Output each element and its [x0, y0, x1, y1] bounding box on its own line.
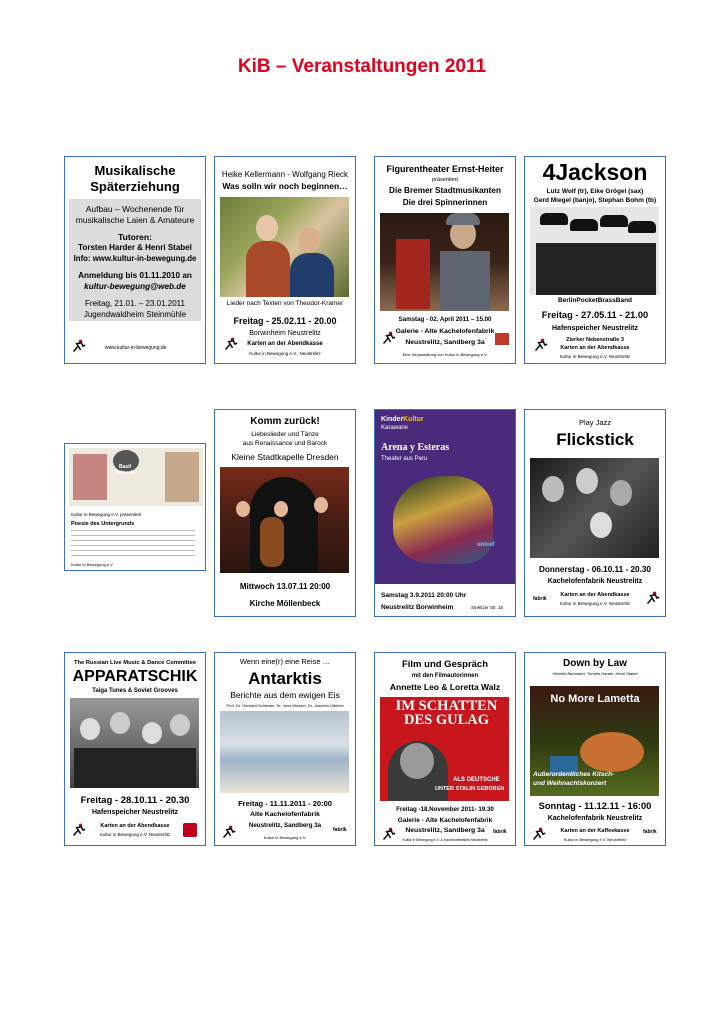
poster-intro: Kultur in Bewegung e.V. präsentiert — [71, 512, 142, 517]
unicef-logo: unicef — [477, 542, 495, 548]
poster-members-line2: Gerd Miegel (banjo), Stephan Bohm (tb) — [533, 197, 657, 204]
poster-tagline-line2: UNTER STALIN GEBOREN — [435, 786, 505, 792]
poster-sub: mit den Filmautorinnen — [411, 673, 479, 679]
poster-date: Samstag - 02. April 2011 – 15.00 — [398, 316, 492, 323]
poster-photo — [530, 458, 659, 558]
kib-logo-icon — [381, 827, 397, 841]
poster-tickets: Karten an der Abendkasse — [100, 823, 170, 829]
poster-play-line2: Die drei Spinnerinnen — [402, 198, 488, 207]
poster-address: Strelitzer Str. 15 — [471, 605, 504, 610]
poster-venue: Alte Kachelofenfabrik — [250, 811, 320, 818]
poster-tickets: Karten an der Abendkasse — [560, 345, 630, 351]
page-title: KiB – Veranstaltungen 2011 — [237, 56, 487, 77]
poster-poesie — [64, 443, 206, 571]
poster-downbylaw — [524, 652, 666, 846]
poster-date: Freitag - 11.11.2011 - 20:00 — [238, 799, 332, 808]
poster-photo — [530, 207, 659, 295]
poster-subtitle: Lieder nach Texten von Theodor-Kramer — [226, 300, 344, 307]
poster-photo — [220, 467, 349, 573]
kib-logo-icon — [533, 338, 549, 352]
poster-kellermann — [214, 156, 356, 364]
poster-org: Kultur in Bewegung e.V. Neustrelitz — [559, 354, 631, 359]
poster-address: Zierker Nebenstraße 3 — [566, 337, 624, 343]
poster-org: Eine Veranstaltung von Kultur in Bewegung e.V. — [402, 352, 488, 357]
poster-date: Freitag, 21.01. – 23.01.2011 — [85, 299, 185, 308]
poster-venue: Kirche Möllenbeck — [249, 599, 321, 608]
poster-subtitle: Taiga Tunes & Soviet Grooves — [92, 688, 178, 694]
poster-title: Film und Gespräch — [401, 659, 489, 670]
fabrik-logo: fabrik — [643, 829, 657, 835]
poster-film-title-line1: IM SCHATTEN — [395, 698, 498, 714]
poster-org: Kultur in Bewegung e.V. Neustrelitz — [563, 837, 627, 842]
poster-flickstick — [524, 409, 666, 617]
poster-concert-line1: Außerordentliches Kitsch- — [533, 771, 615, 778]
poster-venue: Galerie - Alte Kachelofenfabrik — [397, 817, 493, 824]
poster-musikalische — [64, 156, 206, 364]
poster-date: Sonntag - 11.12.11 - 16:00 — [538, 801, 652, 811]
poster-artists: Heike Kellermann - Wolfgang Rieck — [221, 170, 349, 179]
poster-subtitle-line2: aus Renaissance und Barock — [242, 440, 328, 447]
poster-presents: präsentiert — [432, 177, 458, 183]
kib-logo-icon — [645, 591, 661, 605]
poster-band: BerlinPocketBrassBand — [557, 297, 633, 304]
poster-org: Kultur in Bewegung e.V. Neustrelitz — [559, 601, 631, 606]
poster-tag: Play Jazz — [578, 418, 612, 427]
star-emblem-icon — [183, 823, 197, 837]
poster-org: Kultur in Bewegung e.V., Neustrelitz — [249, 351, 321, 356]
poster-photo — [220, 711, 349, 793]
poster-venue: Galerie - Alte Kachelofenfabrik — [395, 328, 495, 335]
poster-venue: Neustrelitz Borwinheim — [381, 604, 454, 611]
poster-gulag — [374, 652, 516, 846]
poster-title: APPARATSCHIK — [72, 668, 198, 685]
poster-date: Freitag -18.November 2011- 19.30 — [396, 806, 494, 813]
poster-badge-line2: Schwab — [115, 470, 134, 476]
poster-intro: Wenn eine(r) eine Reise … — [239, 657, 331, 666]
kib-logo-icon — [71, 823, 87, 837]
fabrik-logo: fabrik — [493, 829, 507, 835]
poster-arena — [374, 409, 516, 617]
poster-members: Henrike Bartmann, Torsten Harder, Henri Stabel — [552, 671, 638, 676]
poster-org: Kultur in Bewegung e.V. & Kachelofenfabrik Neustrelitz — [402, 838, 488, 842]
poster-committee: The Russian Live Music & Dance Committee — [73, 660, 197, 666]
poster-title: Figurentheater Ernst-Heiter — [386, 164, 504, 174]
fabrik-logo: fabrik — [533, 596, 547, 602]
kib-logo-icon — [223, 337, 239, 351]
poster-title: Antarktis — [248, 669, 322, 688]
poster-antarktis — [214, 652, 356, 846]
poster-subtitle-line1: Aufbau – Wochenende für — [85, 204, 185, 214]
poster-title: Down by Law — [563, 658, 627, 669]
poster-address: Neustrelitz, Sandberg 3a — [405, 827, 485, 834]
poster-address: Neustrelitz, Sandberg 3a — [248, 822, 322, 829]
poster-title: Poesie des Untergrunds — [71, 521, 135, 527]
poster-subtitle: No More Lametta — [550, 693, 640, 705]
poster-subtitle: Berichte aus dem ewigen Eis — [230, 690, 340, 700]
poster-subtitle: Theater aus Peru — [381, 456, 428, 462]
crown-emblem-icon — [495, 333, 509, 345]
poster-artwork — [393, 476, 493, 564]
kib-logo-icon — [531, 827, 547, 841]
poster-logo-line2: Kultur — [403, 416, 424, 423]
poster-date: Samstag 3.9.2011 20:00 Uhr — [381, 592, 467, 599]
poster-4jackson — [524, 156, 666, 364]
poster-play-line1: Die Bremer Stadtmusikanten — [389, 186, 501, 195]
poster-date: Freitag - 28.10.11 - 20.30 — [80, 795, 190, 806]
kib-logo-icon — [221, 825, 237, 839]
poster-kommzurueck — [214, 409, 356, 617]
poster-apparatschik — [64, 652, 206, 846]
poster-subtitle-line2: musikalische Laien & Amateure — [75, 215, 195, 225]
poster-title: Flickstick — [556, 430, 634, 449]
poster-title-line1: Musikalische — [94, 163, 176, 178]
poster-org: Kultur in Bewegung e.V. Neustrelitz — [99, 832, 171, 837]
poster-venue: Kachelofenfabrik Neustrelitz — [547, 578, 643, 585]
poster-figurentheater — [374, 156, 516, 364]
poster-url: www.kultur-in-bewegung.de — [105, 345, 167, 351]
poster-photo — [380, 213, 509, 311]
kib-logo-icon — [381, 331, 397, 345]
poster-date: Freitag - 25.02.11 - 20.00 — [233, 316, 337, 326]
poster-artwork — [69, 448, 203, 506]
poster-registration-line1: Anmeldung bis 01.11.2010 an — [78, 271, 192, 280]
poster-speakers: Prof. Dr. Gerhard Schlesier, Dr. Jens Wickert, Dr. Joachim Ulbricht — [226, 703, 344, 708]
poster-photo — [70, 698, 199, 788]
poster-title-line2: Späterziehung — [90, 179, 180, 194]
poster-title: 4Jackson — [542, 159, 648, 185]
poster-venue: Hafenspeicher Neustrelitz — [92, 809, 178, 816]
poster-org: Kultur in Bewegung e.V. — [263, 835, 307, 840]
poster-date: Donnerstag - 06.10.11 - 20.30 — [539, 565, 651, 574]
poster-venue: Hafenspeicher Neustrelitz — [552, 325, 638, 332]
poster-tickets: Karten an der Kaffeekasse — [560, 828, 630, 834]
poster-venue: Borwinheim Neustrelitz — [249, 330, 321, 337]
poster-ensemble: Kleine Stadtkapelle Dresden — [231, 452, 339, 462]
poster-photo — [220, 197, 349, 297]
poster-tickets: Karten an der Abendkasse — [247, 341, 323, 347]
kib-logo-icon — [71, 339, 87, 353]
poster-title: Komm zurück! — [250, 416, 320, 427]
poster-authors: Annette Leo & Loretta Walz — [389, 682, 501, 692]
poster-concert-line2: und Weihnachtskonzert — [533, 780, 607, 787]
poster-venue: Jugendwaldheim Steinmühle — [83, 310, 187, 319]
poster-tutors: Torsten Harder & Henri Stabel — [78, 243, 192, 252]
poster-address: Neustrelitz, Sandberg 3a — [405, 339, 485, 346]
poster-info: Info: www.kultur-in-bewegung.de — [73, 254, 197, 263]
poster-film-title-line2: DES GULAG — [403, 712, 489, 728]
poster-tagline-line1: ALS DEUTSCHE — [453, 777, 500, 783]
poster-tutors-label: Tutoren: — [118, 232, 152, 242]
poster-registration-email: kultur-bewegung@web.de — [84, 282, 186, 291]
fabrik-logo: fabrik — [333, 827, 347, 833]
poster-venue: Kachelofenfabrik Neustrelitz — [547, 815, 643, 822]
poster-logo-line1: Kinder — [381, 416, 404, 423]
poster-tickets: Karten an der Abendkasse — [560, 592, 630, 598]
poster-badge-line1: Bastl — [119, 464, 132, 470]
poster-logo-line3: Karawane — [381, 425, 409, 431]
poster-members-line1: Lutz Wolf (tr), Eike Grögel (sax) — [546, 188, 644, 195]
poster-org: Kultur in Bewegung e.V. — [71, 562, 114, 567]
poster-title: Arena y Esteras — [381, 442, 450, 453]
poster-date: Freitag - 27.05.11 - 21.00 — [541, 310, 649, 320]
poster-title: Was solln wir noch beginnen… — [222, 181, 348, 191]
poster-date: Mittwoch 13.07.11 20:00 — [239, 582, 331, 591]
poster-subtitle-line1: Liebeslieder und Tänze — [251, 431, 319, 438]
